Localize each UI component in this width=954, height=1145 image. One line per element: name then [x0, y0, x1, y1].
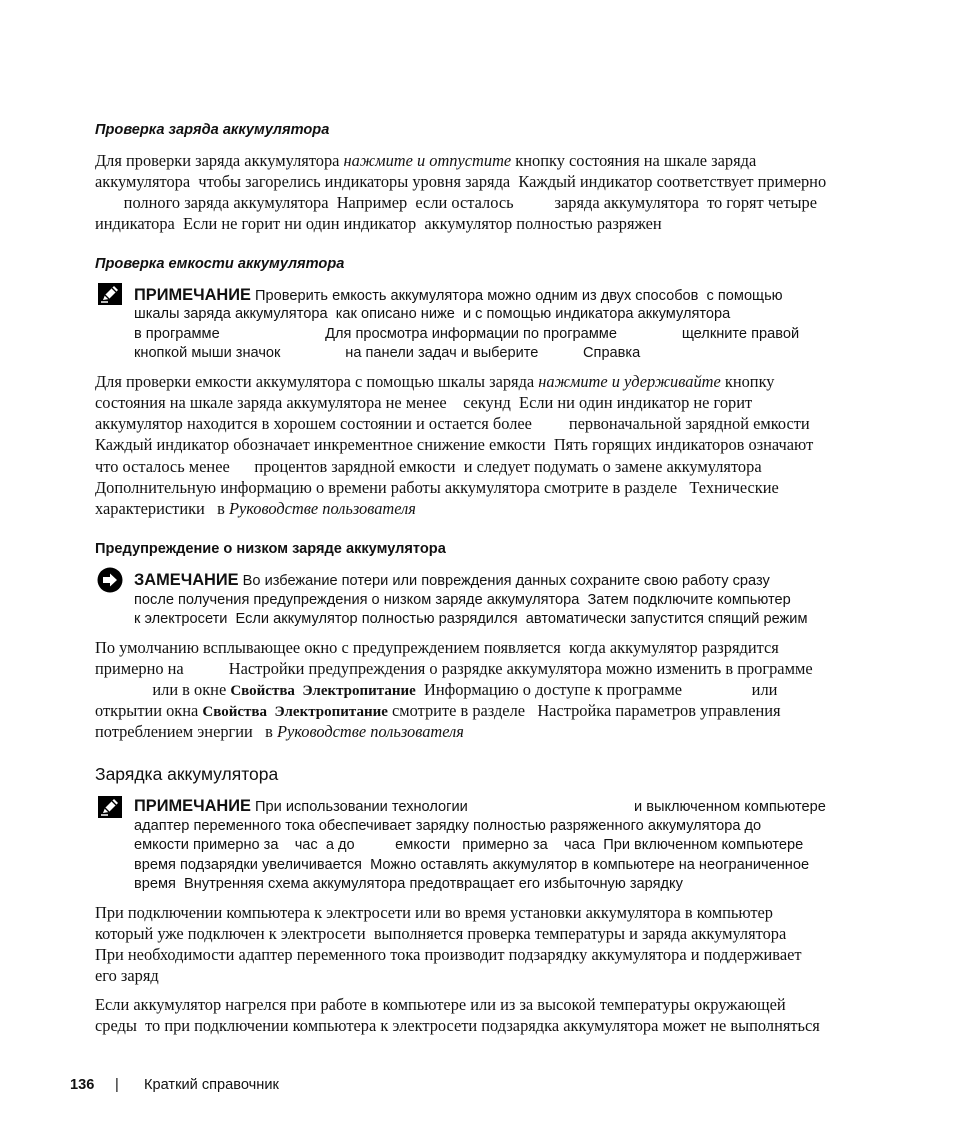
footer-separator: |	[115, 1077, 119, 1093]
note-label: ПРИМЕЧАНИЕ	[134, 797, 251, 815]
text-line: При подключении компьютера к электросети или во время установки аккумулятора в компьютер	[95, 903, 773, 922]
text-line: Если аккумулятор нагрелся при работе в компьютере или из за высокой температуры окружающей	[95, 995, 786, 1014]
text-line	[95, 150, 756, 171]
note-line: шкалы заряда аккумулятора как описано ниже и с помощью индикатора аккумулятора	[134, 306, 731, 322]
text-run: Для проверки емкости аккумулятора с помощью шкалы заряда	[95, 372, 539, 391]
notice-line	[134, 571, 770, 591]
note-line	[134, 286, 783, 306]
text-line: среды то при подключении компьютера к электросети подзарядка аккумулятора может не выполняться	[95, 1016, 820, 1035]
text-line: Дополнительную информацию о времени работы аккумулятора смотрите в разделе Технические	[95, 478, 779, 497]
section-heading-capacity-check: Проверка емкости аккумулятора	[95, 256, 345, 272]
text-line: индикатора Если не горит ни один индикатор аккумулятор полностью разряжен	[95, 214, 662, 233]
emphasis-text: нажмите и отпустите	[343, 151, 512, 170]
notice-hand-icon	[97, 567, 123, 598]
text-run: характеристики в	[95, 499, 229, 518]
note-line: емкости примерно за час а до емкости примерно за часа При включенном компьютере	[134, 837, 804, 853]
text-line: который уже подключен к электросети выполняется проверка температуры и заряда аккумулятора	[95, 924, 787, 943]
text-run: Для проверки заряда аккумулятора	[95, 151, 344, 170]
text-line	[95, 498, 416, 519]
section-heading-charging: Зарядка аккумулятора	[95, 764, 279, 784]
text-run: открытии окна	[95, 701, 203, 720]
text-line: примерно на Настройки предупреждения о разрядке аккумулятора можно изменить в программе	[95, 659, 813, 678]
text-run: кнопку состояния на шкале заряда	[511, 151, 757, 170]
text-line: По умолчанию всплывающее окно с предупреждением появляется когда аккумулятор разрядится	[95, 638, 779, 657]
note-text: Проверить емкость аккумулятора можно одним из двух способов с помощью	[250, 288, 783, 304]
text-line: При необходимости адаптер переменного тока производит подзарядку аккумулятора и поддерживает	[95, 945, 802, 964]
bold-text: Свойства Электропитание	[230, 683, 416, 699]
note-label: ПРИМЕЧАНИЕ	[134, 286, 251, 304]
book-title-link: Руководстве пользователя	[276, 722, 464, 741]
text-line: его заряд	[95, 966, 159, 985]
text-run: или в окне	[95, 680, 231, 699]
note-line: кнопкой мыши значок на панели задач и выберите Справка	[134, 345, 641, 361]
text-line: полного заряда аккумулятора Например если осталось заряда аккумулятора то горят четыре	[95, 193, 817, 212]
note-line: адаптер переменного тока обеспечивает зарядку полностью разряженного аккумулятора до	[134, 818, 762, 834]
note-line: в программе Для просмотра информации по программе щелкните правой	[134, 326, 800, 342]
note-line: время подзарядки увеличивается Можно оставлять аккумулятор в компьютере на неограниченное	[134, 857, 810, 873]
text-line	[95, 679, 777, 702]
footer-title: Краткий справочник	[144, 1077, 279, 1093]
bold-text: Свойства Электропитание	[202, 704, 388, 720]
notice-label: ЗАМЕЧАНИЕ	[134, 571, 239, 589]
text-line: аккумулятор находится в хорошем состоянии и остается более первоначальной зарядной емкости	[95, 414, 810, 433]
text-run: смотрите в разделе Настройка параметров управления	[387, 701, 781, 720]
section-heading-low-battery: Предупреждение о низком заряде аккумулятора	[95, 541, 446, 557]
text-run: Информацию о доступе к программе или	[415, 680, 778, 699]
text-line	[95, 371, 775, 392]
page-number: 136	[70, 1077, 95, 1093]
note-text: При использовании технологии и выключенном компьютере	[250, 799, 826, 815]
text-run: потреблением энергии в	[95, 722, 277, 741]
notice-line: после получения предупреждения о низком заряде аккумулятора Затем подключите компьютер	[134, 592, 791, 608]
pencil-note-icon	[98, 283, 122, 310]
text-line: что осталось менее процентов зарядной емкости и следует подумать о замене аккумулятора	[95, 457, 762, 476]
section-heading-charge-check: Проверка заряда аккумулятора	[95, 122, 330, 138]
notice-line: к электросети Если аккумулятор полностью разрядился автоматически запустится спящий режим	[134, 611, 808, 627]
book-title-link: Руководстве пользователя	[228, 499, 416, 518]
text-line	[95, 721, 464, 742]
text-line: состояния на шкале заряда аккумулятора не менее секунд Если ни один индикатор не горит	[95, 393, 753, 412]
note-line: время Внутренняя схема аккумулятора предотвращает его избыточную зарядку	[134, 876, 683, 892]
notice-text: Во избежание потери или повреждения данных сохраните свою работу сразу	[238, 573, 770, 589]
text-run: кнопку	[720, 372, 775, 391]
text-line: аккумулятора чтобы загорелись индикаторы уровня заряда Каждый индикатор соответствует примерно	[95, 172, 827, 191]
emphasis-text: нажмите и удерживайте	[538, 372, 721, 391]
text-line	[95, 700, 781, 723]
pencil-note-icon	[98, 796, 122, 823]
text-line: Каждый индикатор обозначает инкрементное снижение емкости Пять горящих индикаторов означают	[95, 435, 814, 454]
note-line	[134, 797, 826, 817]
